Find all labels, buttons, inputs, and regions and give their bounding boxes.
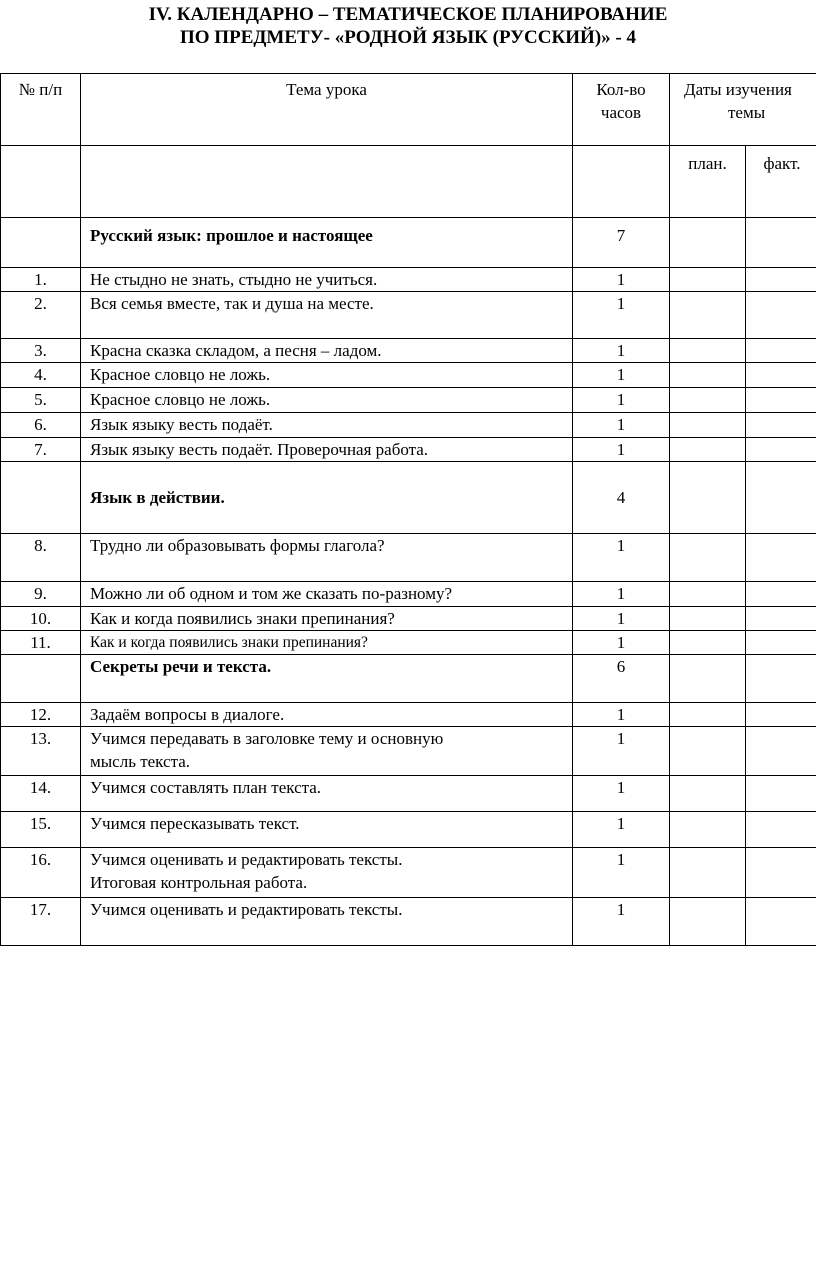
subheader-topic-cell: [81, 146, 573, 218]
row-hours: 1: [573, 268, 670, 292]
row-topic: Как и когда появились знаки препинания?: [81, 607, 573, 631]
table-row: [1, 388, 816, 413]
row-hours: 1: [573, 363, 670, 388]
table-row: [1, 339, 816, 363]
table-row: [1, 812, 816, 848]
row-fact: [746, 388, 816, 413]
row-hours: 1: [573, 848, 670, 898]
header-hours-line2: часов: [600, 103, 642, 122]
row-hours: 1: [573, 534, 670, 582]
row-plan: [670, 292, 746, 339]
document-title-line2: ПО ПРЕДМЕТУ- «РОДНОЙ ЯЗЫК (РУССКИЙ)» - 4: [180, 27, 636, 48]
row-plan: [670, 776, 746, 812]
subheader-hours-cell: [573, 146, 670, 218]
row-hours: 1: [573, 776, 670, 812]
header-num: № п/п: [1, 74, 81, 146]
row-fact: [746, 898, 816, 946]
row-plan: [670, 582, 746, 607]
row-plan: [670, 898, 746, 946]
row-num: 13.: [1, 727, 81, 776]
table-row: [1, 898, 816, 946]
row-topic: Вся семья вместе, так и душа на месте.: [81, 292, 573, 339]
row-num: 16.: [1, 848, 81, 898]
row-plan: [670, 218, 746, 268]
row-topic: Красное словцо не ложь.: [81, 363, 573, 388]
row-num: [1, 218, 81, 268]
table-row: [1, 534, 816, 582]
plan-table: [0, 73, 816, 946]
table-row: [1, 363, 816, 388]
row-hours: 1: [573, 292, 670, 339]
row-plan: [670, 607, 746, 631]
table-row: [1, 848, 816, 898]
row-fact: [746, 413, 816, 438]
row-hours: 1: [573, 631, 670, 655]
row-plan: [670, 363, 746, 388]
row-num: [1, 462, 81, 534]
table-header-row: [1, 74, 816, 146]
row-fact: [746, 339, 816, 363]
row-plan: [670, 413, 746, 438]
row-hours: 1: [573, 812, 670, 848]
row-fact: [746, 268, 816, 292]
row-num: 6.: [1, 413, 81, 438]
table-subheader-row: [1, 146, 816, 218]
row-topic: [81, 848, 573, 898]
row-num: 8.: [1, 534, 81, 582]
subheader-num-cell: [1, 146, 81, 218]
table-row: [1, 413, 816, 438]
row-plan: [670, 631, 746, 655]
row-hours: 1: [573, 703, 670, 727]
row-fact: [746, 703, 816, 727]
table-row: [1, 776, 816, 812]
row-topic: Язык языку весть подаёт. Проверочная работа.: [81, 438, 573, 462]
row-topic: Можно ли об одном и том же сказать по-разному?: [81, 582, 573, 607]
row-plan: [670, 812, 746, 848]
row-hours: 1: [573, 339, 670, 363]
row-topic: Язык языку весть подаёт.: [81, 413, 573, 438]
row-plan: [670, 703, 746, 727]
row-topic-line2: Итоговая контрольная работа.: [90, 873, 308, 892]
table-row: [1, 292, 816, 339]
row-num: 10.: [1, 607, 81, 631]
row-fact: [746, 776, 816, 812]
row-hours: 6: [573, 655, 670, 703]
row-plan: [670, 655, 746, 703]
row-fact: [746, 848, 816, 898]
row-hours: 1: [573, 388, 670, 413]
row-fact: [746, 812, 816, 848]
row-num: [1, 655, 81, 703]
row-topic: Задаём вопросы в диалоге.: [81, 703, 573, 727]
table-row: [1, 582, 816, 607]
row-num: 5.: [1, 388, 81, 413]
row-fact: [746, 631, 816, 655]
row-num: 9.: [1, 582, 81, 607]
row-num: 1.: [1, 268, 81, 292]
section-title: Русский язык: прошлое и настоящее: [81, 218, 573, 268]
table-row: [1, 607, 816, 631]
row-num: 14.: [1, 776, 81, 812]
row-fact: [746, 292, 816, 339]
row-topic: Учимся пересказывать текст.: [81, 812, 573, 848]
row-topic-line2: мысль текста.: [90, 752, 190, 771]
row-topic: Как и когда появились знаки препинания?: [81, 631, 573, 655]
row-num: 17.: [1, 898, 81, 946]
row-hours: 4: [573, 462, 670, 534]
header-plan: план.: [670, 146, 746, 218]
row-hours: 1: [573, 582, 670, 607]
row-topic: Трудно ли образовывать формы глагола?: [81, 534, 573, 582]
row-hours: 1: [573, 898, 670, 946]
section-row: [1, 655, 816, 703]
header-fact: факт.: [746, 146, 816, 218]
header-topic: Тема урока: [81, 74, 573, 146]
row-fact: [746, 534, 816, 582]
row-topic: Учимся составлять план текста.: [81, 776, 573, 812]
row-fact: [746, 607, 816, 631]
table-row: [1, 703, 816, 727]
row-fact: [746, 438, 816, 462]
row-topic: Красна сказка складом, а песня – ладом.: [81, 339, 573, 363]
row-hours: 1: [573, 438, 670, 462]
table-row: [1, 438, 816, 462]
row-fact: [746, 582, 816, 607]
row-plan: [670, 388, 746, 413]
row-topic: Красное словцо не ложь.: [81, 388, 573, 413]
table-row: [1, 631, 816, 655]
row-fact: [746, 218, 816, 268]
row-num: 7.: [1, 438, 81, 462]
row-fact: [746, 727, 816, 776]
row-topic-line1: Учимся оценивать и редактировать тексты.: [90, 850, 403, 869]
row-fact: [746, 655, 816, 703]
row-num: 15.: [1, 812, 81, 848]
row-num: 11.: [1, 631, 81, 655]
row-num: 4.: [1, 363, 81, 388]
row-plan: [670, 339, 746, 363]
row-plan: [670, 438, 746, 462]
row-topic: [81, 727, 573, 776]
table-row: [1, 727, 816, 776]
row-hours: 1: [573, 607, 670, 631]
row-plan: [670, 268, 746, 292]
header-dates-line2: темы: [728, 103, 766, 122]
section-title: Секреты речи и текста.: [81, 655, 573, 703]
row-fact: [746, 462, 816, 534]
row-num: 2.: [1, 292, 81, 339]
row-plan: [670, 462, 746, 534]
header-dates-line1: Даты изучения: [684, 80, 792, 99]
row-topic: Не стыдно не знать, стыдно не учиться.: [81, 268, 573, 292]
document-title-line1: IV. КАЛЕНДАРНО – ТЕМАТИЧЕСКОЕ ПЛАНИРОВАНИЕ: [148, 4, 668, 25]
row-topic: Учимся оценивать и редактировать тексты.: [81, 898, 573, 946]
row-plan: [670, 848, 746, 898]
table-row: [1, 268, 816, 292]
section-row: [1, 218, 816, 268]
row-topic-line1: Учимся передавать в заголовке тему и основную: [90, 729, 444, 748]
row-hours: 1: [573, 727, 670, 776]
header-dates: [670, 74, 816, 146]
row-plan: [670, 727, 746, 776]
header-hours-line1: Кол-во: [596, 80, 646, 99]
row-fact: [746, 363, 816, 388]
header-hours: [573, 74, 670, 146]
section-row: [1, 462, 816, 534]
row-plan: [670, 534, 746, 582]
row-hours: 7: [573, 218, 670, 268]
row-hours: 1: [573, 413, 670, 438]
row-num: 3.: [1, 339, 81, 363]
section-title: Язык в действии.: [81, 462, 573, 534]
row-num: 12.: [1, 703, 81, 727]
